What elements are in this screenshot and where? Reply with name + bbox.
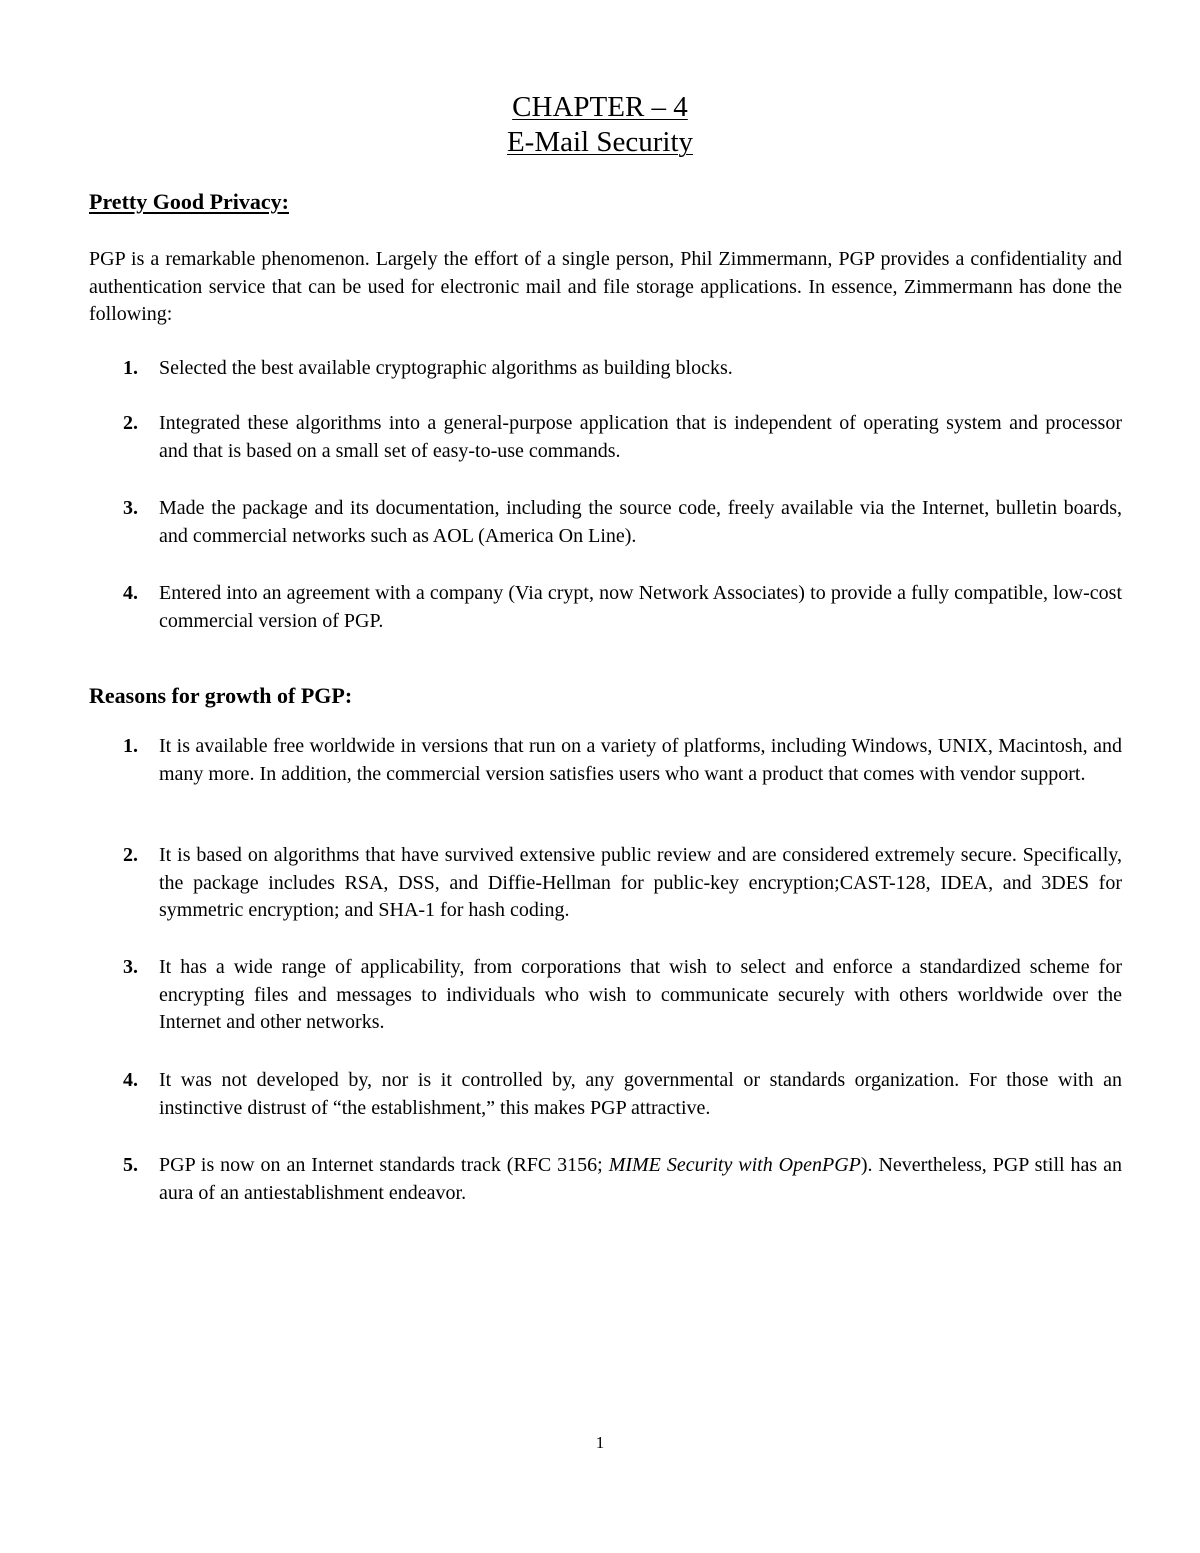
list-item-text-start: PGP is now on an Internet standards track (RFC 3156; <box>159 1154 609 1176</box>
list-item-text: Integrated these algorithms into a general-purpose application that is independent of operating system and processor and that is based on a small set of easy-to-use commands. <box>159 412 1122 462</box>
page-number: 1 <box>595 1433 605 1452</box>
list-item-number: 3. <box>123 497 138 519</box>
list-item-number: 3. <box>123 956 138 978</box>
list-item-text-italic: MIME Security with OpenPGP <box>608 1154 861 1176</box>
list-item-text: It was not developed by, nor is it controlled by, any governmental or standards organization. For those with an instinctive distrust of “the establishment,” this makes PGP attractive. <box>159 1069 1122 1119</box>
chapter-title: E-Mail Security <box>506 126 694 158</box>
list-item-text: Made the package and its documentation, including the source code, freely available via the Internet, bulletin boards, and commercial networks such as AOL (America On Line). <box>159 497 1122 547</box>
chapter-number: CHAPTER – 4 <box>512 91 688 123</box>
list-item-number: 4. <box>123 1069 138 1091</box>
list-item-text <box>159 1152 1122 1207</box>
list-item-text: It is available free worldwide in versions that run on a variety of platforms, including Windows, UNIX, Macintosh, and many more. In addition, the commercial version satisfies users who want a product that comes with vendor support. <box>159 735 1122 785</box>
section-heading-pgp: Pretty Good Privacy: <box>89 189 289 214</box>
section-heading-growth: Reasons for growth of PGP: <box>89 683 353 708</box>
list-item-number: 2. <box>123 412 138 434</box>
list-item-text: It is based on algorithms that have survived extensive public review and are considered extremely secure. Specifically, the package includes RSA, DSS, and Diffie-Hellman for public-key encryption;CAST-128, IDEA, and 3DES for symmetric encryption; and SHA-1 for hash coding. <box>159 844 1122 921</box>
list-item-number: 1. <box>123 357 138 379</box>
list-item-text: Selected the best available cryptographic algorithms as building blocks. <box>159 357 733 379</box>
list-item-text: It has a wide range of applicability, from corporations that wish to select and enforce a standardized scheme for encrypting files and messages to individuals who wish to communicate securely with others worldwide over the Internet and other networks. <box>159 956 1122 1033</box>
list-item-number: 2. <box>123 844 138 866</box>
list-item-number: 1. <box>123 735 138 757</box>
list-item-text: Entered into an agreement with a company (Via crypt, now Network Associates) to provide a fully compatible, low-cost commercial version of PGP. <box>159 582 1122 632</box>
list-item-text-end: ). Nevertheless, PGP still has an aura of an antiestablishment endeavor. <box>159 1154 1122 1204</box>
intro-paragraph: PGP is a remarkable phenomenon. Largely the effort of a single person, Phil Zimmermann, PGP provides a confidentiality and authentication service that can be used for electronic mail and file storage applications. In essence, Zimmermann has done the following: <box>89 248 1122 325</box>
list-item-number: 4. <box>123 582 138 604</box>
list-item-number: 5. <box>123 1154 138 1176</box>
